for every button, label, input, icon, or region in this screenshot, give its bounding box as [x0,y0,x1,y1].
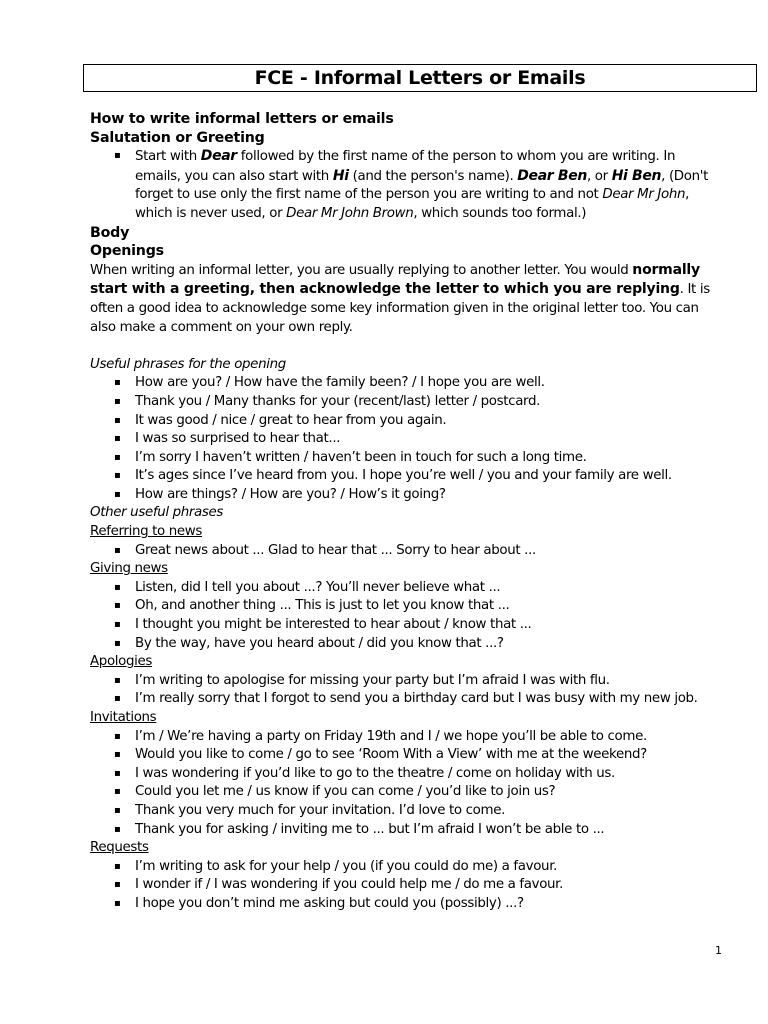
opening-phrase-item: ▪ I was so surprised to hear that... [90,430,720,449]
section-label: Invitations [90,710,157,725]
text-segment: Start with [135,149,201,165]
hi-example: Hi [332,167,349,184]
title-box [83,64,757,92]
useful-opening-label: Useful phrases for the opening [90,356,286,372]
section-phrase-list [90,858,720,914]
section-phrase-list [90,728,720,840]
openings-paragraph [90,261,720,337]
phrase-item: ▪ I wonder if / I was wondering if you could help me / do me a favour. [90,876,720,895]
phrase-item: ▪ Could you let me / us know if you can come / you’d like to join us? [90,783,720,802]
openings-heading: Openings [90,243,164,260]
useful-opening-list [90,374,720,504]
hi-ben-example: Hi Ben [611,167,662,184]
section-label: Apologies [90,654,153,670]
page-title: FCE - Informal Letters or Emails [254,66,586,89]
phrase-item: ▪ I’m writing to apologise for missing your party but I’m afraid I was with flu. [90,672,720,691]
text-segment: . It is often a good idea to acknowledge some key information given in the original letter too. You can also make a comment on your own reply. [90,282,710,335]
section-label: Requests [90,840,149,856]
text-segment: , which is never used, or [135,187,690,221]
phrase-item: ▪ By the way, have you heard about / did you know that ...? [90,635,720,654]
phrase-item: ▪ Thank you very much for your invitation. I’d love to come. [90,802,720,821]
dear-example: Dear [200,148,237,165]
phrase-item: ▪ I’m writing to ask for your help / you (if you could do me) a favour. [90,858,720,877]
section-phrase-list [90,579,720,653]
phrase-item: ▪ I was wondering if you’d like to go to the theatre / come on holiday with us. [90,765,720,784]
section-label: Referring to news [90,524,203,540]
phrase-item: ▪ I’m / We’re having a party on Friday 19th and I / we hope you’ll be able to come. [90,728,720,747]
salutation-bullet [90,147,720,223]
salutation-list [90,147,720,223]
document-body [90,110,720,914]
phrase-item: ▪ I thought you might be interested to hear about / know that ... [90,616,720,635]
emphasis-text: normally start with a greeting, then acknowledge the letter to which you are replying [90,261,700,298]
salutation-heading: Salutation or Greeting [90,129,265,146]
other-phrases-label: Other useful phrases [90,505,224,521]
section-label: Giving news [90,561,168,577]
section-phrase-list [90,672,720,709]
phrase-item: ▪ I’m really sorry that I forgot to send you a birthday card but I was busy with my new job. [90,690,720,709]
phrase-item: ▪ I hope you don’t mind me asking but could you (possibly) ...? [90,895,720,914]
text-segment: , which sounds too formal.) [413,205,587,221]
text-segment: (and the person's name). [348,168,518,184]
phrase-item: ▪ Great news about ... Glad to hear that ... Sorry to hear about ... [90,542,720,561]
opening-phrase-item: ▪ Thank you / Many thanks for your (recent/last) letter / postcard. [90,393,720,412]
dear-mr-john-example: Dear Mr John [602,187,686,203]
dear-mr-john-brown-example: Dear Mr John Brown [286,205,414,221]
page-number: 1 [715,944,722,957]
opening-phrase-item: ▪ How are you? / How have the family been? / I hope you are well. [90,374,720,393]
phrase-sections [90,523,720,913]
opening-phrase-item: ▪ It’s ages since I’ve heard from you. I hope you’re well / you and your family are well. [90,467,720,486]
text-segment: , (Don't forget to use only the first name of the person you are writing to and not [135,168,708,203]
section-phrase-list [90,542,720,561]
opening-phrase-item: ▪ I’m sorry I haven’t written / haven’t been in touch for such a long time. [90,449,720,468]
phrase-item: ▪ Would you like to come / go to see ‘Room With a View’ with me at the weekend? [90,746,720,765]
dear-ben-example: Dear Ben [517,167,587,184]
phrase-item: ▪ Thank you for asking / inviting me to ... but I’m afraid I won’t be able to ... [90,821,720,840]
body-heading: Body [90,224,130,241]
text-segment: followed by the first name of the person to whom you are writing. In emails, you can also start with [135,149,676,184]
main-heading: How to write informal letters or emails [90,111,394,127]
spacer [90,337,720,356]
phrase-item: ▪ Listen, did I tell you about ...? You’ll never believe what ... [90,579,720,598]
text-segment: , or [586,168,612,184]
text-segment: When writing an informal letter, you are usually replying to another letter. You would [90,262,633,278]
phrase-item: ▪ Oh, and another thing ... This is just to let you know that ... [90,597,720,616]
opening-phrase-item: ▪ It was good / nice / great to hear from you again. [90,412,720,431]
opening-phrase-item: ▪ How are things? / How are you? / How’s it going? [90,486,720,505]
